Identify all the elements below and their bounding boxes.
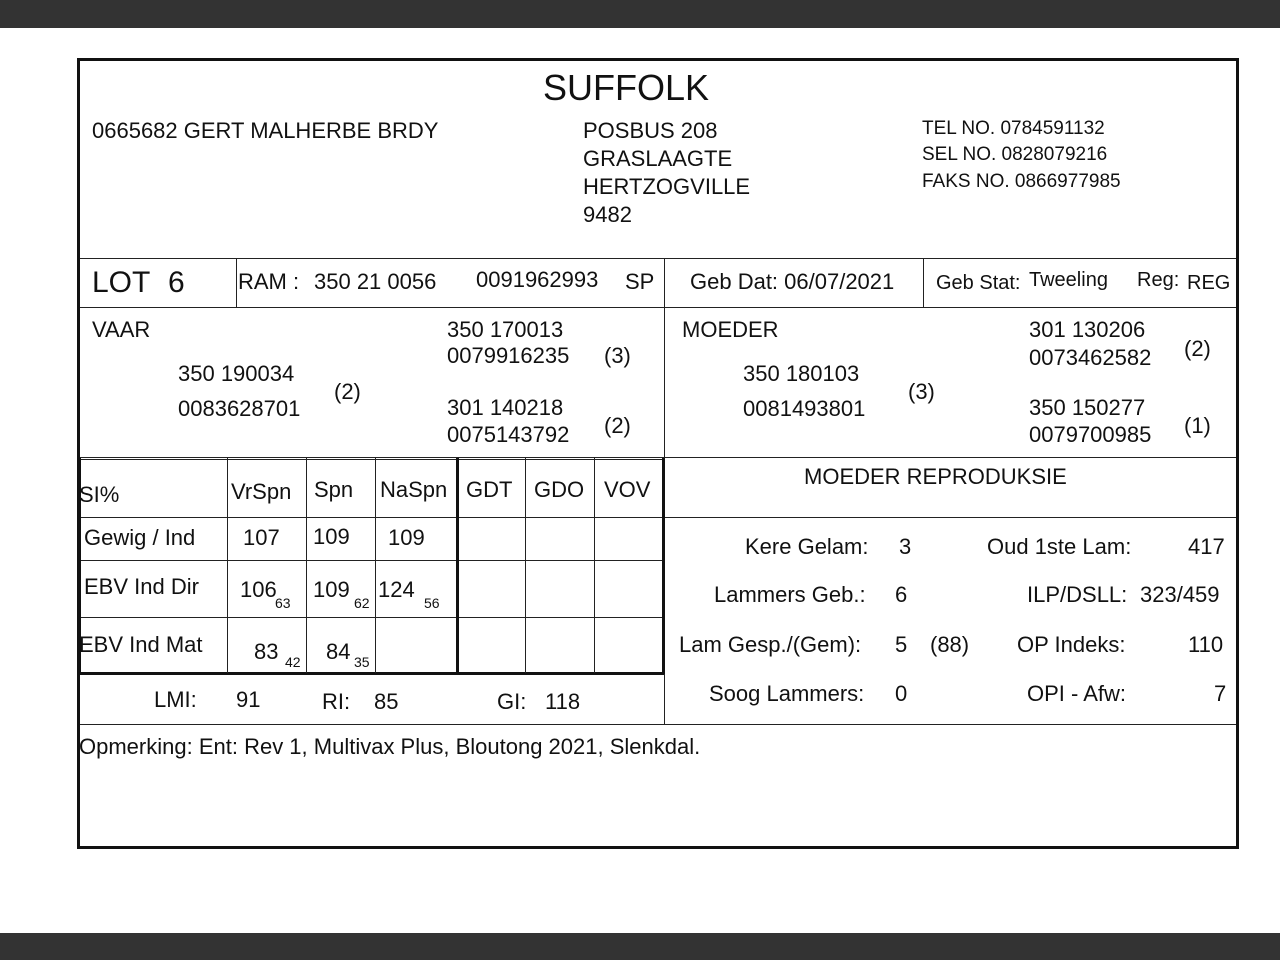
ebv-mat-vrspn: 83 [254,639,279,664]
vaar-sire-id: 350 170013 [447,317,564,342]
frame-right [1236,58,1239,849]
rule-col-naspn [375,458,376,673]
remark: Opmerking: Ent: Rev 1, Multivax Plus, Bloutong 2021, Slenkdal. [79,734,701,759]
opi-afw-value: 7 [1214,681,1227,706]
ebv-dir-naspn: 124 [378,577,415,602]
sel-number: SEL NO. 0828079216 [922,144,1108,165]
lam-gesp-label: Lam Gesp./(Gem): [679,632,862,657]
gewig-vrspn: 107 [243,525,280,550]
rule-repro-title [664,517,1236,518]
rule-col-gdo [525,458,526,673]
moeder-dam-reg: 0079700985 [1029,422,1152,447]
breed-title: SUFFOLK [543,67,710,108]
gewig-spn: 109 [313,524,350,549]
rule-ebv-right [662,458,665,674]
ebv-mat-spn: 84 [326,639,351,664]
gi-value: 118 [545,689,581,714]
frame-bottom [77,846,1239,849]
moeder-sire-id: 301 130206 [1029,317,1146,342]
rule-pedigree [80,457,1236,458]
rule-ebv-row1 [80,560,664,561]
moeder-dam-id: 350 150277 [1029,395,1146,420]
reg-value: REG [1187,272,1231,294]
ilp-label: ILP/DSLL: [1027,582,1128,607]
oud-label: Oud 1ste Lam: [987,534,1132,559]
kere-gelam-value: 3 [899,534,912,559]
top-bar [0,0,1280,28]
vaar-count: (2) [334,379,361,404]
lot-number: 6 [168,266,185,299]
header-vov: VOV [604,477,651,502]
birth-status-value: Tweeling [1029,269,1108,291]
header-naspn: NaSpn [380,477,448,502]
header-gdt: GDT [466,477,513,502]
vaar-sire-reg: 0079916235 [447,343,570,368]
vaar-dam-count: (2) [604,413,631,438]
repro-title: MOEDER REPRODUKSIE [804,464,1067,489]
gewig-naspn: 109 [388,525,425,550]
vaar-label: VAAR [92,317,151,342]
rule-ebv-bottom [80,672,664,675]
moeder-sire-count: (2) [1184,336,1211,361]
row-ebv-dir-label: EBV Ind Dir [84,574,199,599]
vaar-dam-reg: 0075143792 [447,422,570,447]
birth-date: Geb Dat: 06/07/2021 [690,269,895,294]
address-line1: POSBUS 208 [583,118,718,143]
rule-col-vrspn [227,458,228,673]
rule-col-vov [594,458,595,673]
lammers-geb-value: 6 [895,582,908,607]
header-gdo: GDO [534,477,585,502]
lmi-value: 91 [236,687,261,712]
moeder-dam-count: (1) [1184,413,1211,438]
rule-col-gdt [456,458,459,674]
ram-label: RAM : [238,269,300,294]
ebv-mat-vrspn-accuracy: 42 [285,654,301,670]
opi-afw-label: OPI - Afw: [1027,681,1127,706]
lam-gem-value: (88) [930,632,970,657]
op-indeks-value: 110 [1188,632,1224,657]
ri-label: RI: [322,689,351,714]
ebv-dir-spn-accuracy: 62 [354,595,370,611]
birth-status-label: Geb Stat: [936,272,1021,294]
rule-ebv-header [80,517,664,518]
row-gewig-label: Gewig / Ind [84,525,196,550]
ram-id: 350 21 0056 [314,269,437,294]
address-line4: 9482 [583,202,632,227]
ebv-mat-spn-accuracy: 35 [354,654,370,670]
kere-gelam-label: Kere Gelam: [745,534,869,559]
lammers-geb-label: Lammers Geb.: [714,582,866,607]
ram-code: SP [625,269,655,294]
header-vrspn: VrSpn [231,479,292,504]
faks-number: FAKS NO. 0866977985 [922,171,1121,192]
frame-top [77,58,1239,61]
ri-value: 85 [374,689,399,714]
address-line3: HERTZOGVILLE [583,174,751,199]
ebv-dir-spn: 109 [313,577,350,602]
rule-col-spn [306,458,307,673]
moeder-reg: 0081493801 [743,396,866,421]
lam-gesp-value: 5 [895,632,908,657]
oud-value: 417 [1188,534,1225,559]
ram-reg-no: 0091962993 [476,267,599,292]
moeder-count: (3) [908,379,935,404]
lot-label: LOT [92,266,151,299]
moeder-id: 350 180103 [743,361,860,386]
rule-lot-ram [236,258,237,307]
rule-ebv-row2 [80,617,664,618]
tel-number: TEL NO. 0784591132 [922,118,1105,139]
rule-remark [80,724,1236,725]
address-line2: GRASLAAGTE [583,146,733,171]
soog-lammers-label: Soog Lammers: [709,681,865,706]
ebv-dir-naspn-accuracy: 56 [424,595,440,611]
gi-label: GI: [497,689,527,714]
soog-lammers-value: 0 [895,681,908,706]
rule-ebv-top [80,459,664,460]
moeder-label: MOEDER [682,317,779,342]
vaar-reg: 0083628701 [178,396,301,421]
moeder-sire-reg: 0073462582 [1029,345,1152,370]
breeder-name: 0665682 GERT MALHERBE BRDY [92,118,439,143]
ebv-dir-vrspn: 106 [240,577,277,602]
vaar-sire-count: (3) [604,343,631,368]
frame-left [77,58,80,849]
reg-label: Reg: [1137,269,1180,291]
header-si: SI% [79,482,120,507]
vaar-dam-id: 301 140218 [447,395,564,420]
lmi-label: LMI: [154,687,197,712]
rule-gebstat [923,258,924,307]
bottom-bar [0,933,1280,960]
rule-lot [80,307,1236,308]
rule-header [80,258,1236,259]
ebv-dir-vrspn-accuracy: 63 [275,595,291,611]
vaar-id: 350 190034 [178,361,295,386]
op-indeks-label: OP Indeks: [1017,632,1126,657]
row-ebv-mat-label: EBV Ind Mat [79,632,203,657]
header-spn: Spn [314,477,354,502]
ilp-value: 323/459 [1140,582,1220,607]
